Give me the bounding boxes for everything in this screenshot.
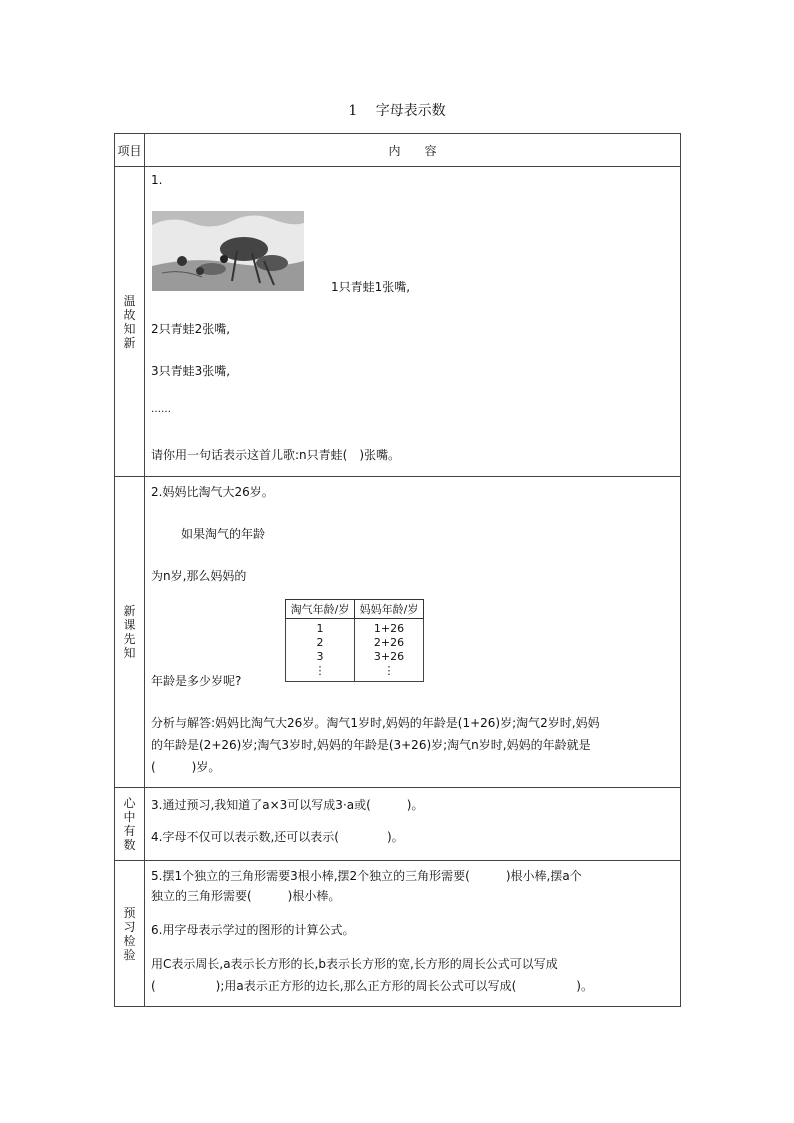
q3: 3.通过预习,我知道了a×3可以写成3·a或( )。 <box>151 798 424 812</box>
q6-title: 6.用字母表示学过的图形的计算公式。 <box>151 923 355 937</box>
age-col-taoqi: 淘气年龄/岁 <box>286 600 355 619</box>
header-item-label: 项目 <box>117 143 142 158</box>
q4: 4.字母不仅可以表示数,还可以表示( )。 <box>151 830 404 844</box>
q2-line-2: 如果淘气的年龄 <box>181 527 266 541</box>
review-label: 温故知新 <box>123 293 136 350</box>
check-content <box>145 861 681 1007</box>
rhyme-line-1: 1只青蛙1张嘴, <box>331 280 411 294</box>
frog-illustration <box>152 211 304 291</box>
check-label: 预习检验 <box>123 905 136 962</box>
q2-line-3: 为n岁,那么妈妈的 <box>151 569 247 583</box>
header-col-content <box>145 134 681 167</box>
taoqi-age-3: 3 <box>316 650 324 663</box>
mom-age-2: 2+26 <box>373 636 405 649</box>
title-text: 字母表示数 <box>375 103 446 119</box>
new-content <box>145 477 681 788</box>
taoqi-age-2: 2 <box>316 636 324 649</box>
mom-age-1: 1+26 <box>373 622 405 635</box>
page-title <box>0 100 794 120</box>
mom-ages <box>355 619 424 682</box>
q2-statement: 2.妈妈比淘气大26岁。 <box>151 485 274 499</box>
analysis-line-1: 分析与解答:妈妈比淘气大26岁。淘气1岁时,妈妈的年龄是(1+26)岁;淘气2岁时,妈妈 <box>151 716 600 730</box>
content-table <box>114 133 681 1007</box>
section-label-check <box>115 861 145 1007</box>
q2-line-4: 年龄是多少岁呢? <box>151 674 242 688</box>
q6-line-1: 用C表示周长,a表示长方形的长,b表示长方形的宽,长方形的周长公式可以写成 <box>151 957 558 971</box>
q1-number: 1. <box>151 173 163 187</box>
header-row <box>115 134 681 167</box>
age-table-header <box>286 600 424 619</box>
q1-question: 请你用一句话表示这首儿歌:n只青蛙( )张嘴。 <box>151 448 401 462</box>
age-table <box>285 599 424 682</box>
section-review <box>115 167 681 477</box>
review-content <box>145 167 681 477</box>
mom-age-3: 3+26 <box>373 650 405 663</box>
q5-line-1: 5.摆1个独立的三角形需要3根小棒,摆2个独立的三角形需要( )根小棒,摆a个 <box>151 869 582 883</box>
mind-label: 心中有数 <box>123 796 136 852</box>
section-check <box>115 861 681 1007</box>
taoqi-age-1: 1 <box>316 622 324 635</box>
taoqi-ages <box>286 619 355 682</box>
q5-line-2: 独立的三角形需要( )根小棒。 <box>151 889 341 903</box>
section-label-review <box>115 167 145 477</box>
new-label: 新课先知 <box>123 604 136 660</box>
section-mind <box>115 788 681 861</box>
mom-age-more: ⋮ <box>383 664 395 677</box>
header-content-label: 内 容 <box>388 143 437 158</box>
section-label-new <box>115 477 145 788</box>
rhyme-ellipsis: …… <box>151 404 171 415</box>
title-number: 1 <box>348 103 358 119</box>
section-new <box>115 477 681 788</box>
analysis-line-2: 的年龄是(2+26)岁;淘气3岁时,妈妈的年龄是(3+26)岁;淘气n岁时,妈妈的年龄就是 <box>151 738 591 752</box>
rhyme-line-3: 3只青蛙3张嘴, <box>151 364 231 378</box>
taoqi-age-more: ⋮ <box>314 664 326 677</box>
rhyme-line-2: 2只青蛙2张嘴, <box>151 322 231 336</box>
age-table-body <box>286 619 424 682</box>
q6-line-2: ( );用a表示正方形的边长,那么正方形的周长公式可以写成( )。 <box>151 979 593 993</box>
mind-content <box>145 788 681 861</box>
analysis-line-3: ( )岁。 <box>151 760 221 774</box>
section-label-mind <box>115 788 145 861</box>
header-col-item <box>115 134 145 167</box>
age-col-mom: 妈妈年龄/岁 <box>355 600 424 619</box>
